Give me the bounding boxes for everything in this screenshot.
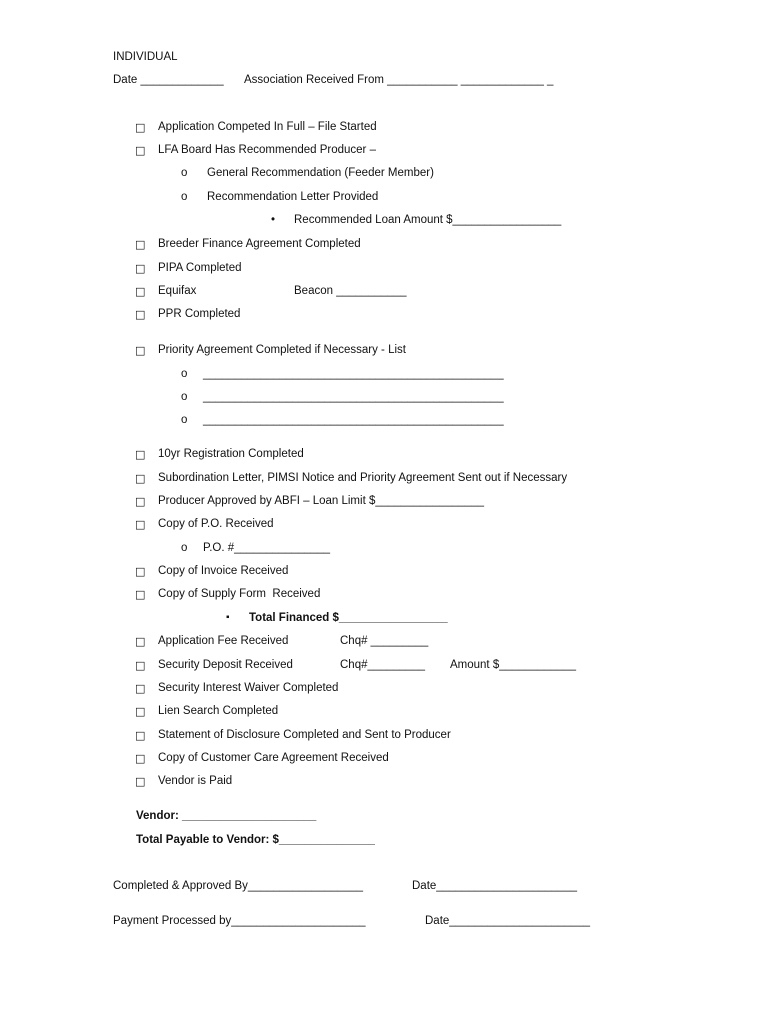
item-pipa: PIPA Completed bbox=[158, 262, 242, 274]
vendor-field[interactable]: Vendor: _____________________ bbox=[136, 810, 317, 822]
item-po-received: Copy of P.O. Received bbox=[158, 518, 274, 530]
circle-bullet-icon: o bbox=[181, 542, 188, 554]
item-ppr: PPR Completed bbox=[158, 308, 241, 320]
checkbox-icon[interactable]: □ bbox=[135, 495, 146, 508]
priority-list-line-1[interactable]: _______________________________________________ bbox=[203, 368, 504, 380]
checkbox-icon[interactable]: □ bbox=[135, 729, 146, 742]
item-recommendation-letter: Recommendation Letter Provided bbox=[207, 191, 379, 203]
checkbox-icon[interactable]: □ bbox=[135, 682, 146, 695]
checkbox-icon[interactable]: □ bbox=[135, 344, 146, 357]
checkbox-icon[interactable]: □ bbox=[135, 635, 146, 648]
item-disclosure: Statement of Disclosure Completed and Sent to Producer bbox=[158, 729, 451, 741]
circle-bullet-icon: o bbox=[181, 391, 188, 403]
application-fee-chq-field[interactable]: Chq# _________ bbox=[340, 635, 429, 647]
item-recommended-loan[interactable]: Recommended Loan Amount $_________________ bbox=[294, 214, 562, 226]
completed-date-field[interactable]: Date______________________ bbox=[412, 880, 577, 892]
circle-bullet-icon: o bbox=[181, 414, 188, 426]
item-beacon[interactable]: Beacon ___________ bbox=[294, 285, 407, 297]
checkbox-icon[interactable]: □ bbox=[135, 565, 146, 578]
square-bullet-icon: ▪ bbox=[226, 612, 230, 623]
item-priority-agreement: Priority Agreement Completed if Necessary - List bbox=[158, 344, 406, 356]
item-producer-approved[interactable]: Producer Approved by ABFI – Loan Limit $_________________ bbox=[158, 495, 485, 507]
circle-bullet-icon: o bbox=[181, 368, 188, 380]
checkbox-icon[interactable]: □ bbox=[135, 775, 146, 788]
date-field[interactable]: Date _____________ bbox=[113, 74, 224, 86]
checkbox-icon[interactable]: □ bbox=[135, 285, 146, 298]
item-security-deposit: Security Deposit Received bbox=[158, 659, 293, 671]
checkbox-icon[interactable]: □ bbox=[135, 308, 146, 321]
item-application-fee: Application Fee Received bbox=[158, 635, 289, 647]
checkbox-icon[interactable]: □ bbox=[135, 659, 146, 672]
circle-bullet-icon: o bbox=[181, 167, 188, 179]
item-customer-care: Copy of Customer Care Agreement Received bbox=[158, 752, 389, 764]
item-supply-form: Copy of Supply Form Received bbox=[158, 588, 321, 600]
checkbox-icon[interactable]: □ bbox=[135, 588, 146, 601]
item-registration: 10yr Registration Completed bbox=[158, 448, 304, 460]
item-po-number[interactable]: P.O. #_______________ bbox=[203, 542, 331, 554]
security-deposit-chq-field[interactable]: Chq#_________ bbox=[340, 659, 426, 671]
item-vendor-paid: Vendor is Paid bbox=[158, 775, 233, 787]
bullet-icon: • bbox=[271, 214, 276, 226]
item-lfa-board: LFA Board Has Recommended Producer – bbox=[158, 144, 376, 156]
checkbox-icon[interactable]: □ bbox=[135, 518, 146, 531]
checkbox-icon[interactable]: □ bbox=[135, 238, 146, 251]
payment-date-field[interactable]: Date______________________ bbox=[425, 915, 590, 927]
checkbox-icon[interactable]: □ bbox=[135, 705, 146, 718]
item-invoice: Copy of Invoice Received bbox=[158, 565, 289, 577]
item-equifax: Equifax bbox=[158, 285, 197, 297]
priority-list-line-3[interactable]: _______________________________________________ bbox=[203, 414, 504, 426]
association-received-field[interactable]: Association Received From ___________ _____________ _ bbox=[244, 74, 554, 86]
security-deposit-amount-field[interactable]: Amount $____________ bbox=[450, 659, 576, 671]
item-security-interest: Security Interest Waiver Completed bbox=[158, 682, 339, 694]
item-lien-search: Lien Search Completed bbox=[158, 705, 279, 717]
payment-processed-field[interactable]: Payment Processed by_____________________ bbox=[113, 915, 366, 927]
total-payable-field[interactable]: Total Payable to Vendor: $_______________ bbox=[136, 834, 375, 846]
item-total-financed[interactable]: Total Financed $_________________ bbox=[249, 612, 448, 624]
checkbox-icon[interactable]: □ bbox=[135, 262, 146, 275]
item-application-completed: Application Competed In Full – File Started bbox=[158, 121, 377, 133]
form-title: INDIVIDUAL bbox=[113, 51, 178, 63]
completed-approved-field[interactable]: Completed & Approved By__________________ bbox=[113, 880, 364, 892]
checkbox-icon[interactable]: □ bbox=[135, 472, 146, 485]
checkbox-icon[interactable]: □ bbox=[135, 121, 146, 134]
checkbox-icon[interactable]: □ bbox=[135, 448, 146, 461]
checkbox-icon[interactable]: □ bbox=[135, 144, 146, 157]
item-breeder-finance: Breeder Finance Agreement Completed bbox=[158, 238, 361, 250]
priority-list-line-2[interactable]: _______________________________________________ bbox=[203, 391, 504, 403]
checkbox-icon[interactable]: □ bbox=[135, 752, 146, 765]
item-subordination: Subordination Letter, PIMSI Notice and Priority Agreement Sent out if Necessary bbox=[158, 472, 568, 484]
item-general-recommendation: General Recommendation (Feeder Member) bbox=[207, 167, 434, 179]
circle-bullet-icon: o bbox=[181, 191, 188, 203]
